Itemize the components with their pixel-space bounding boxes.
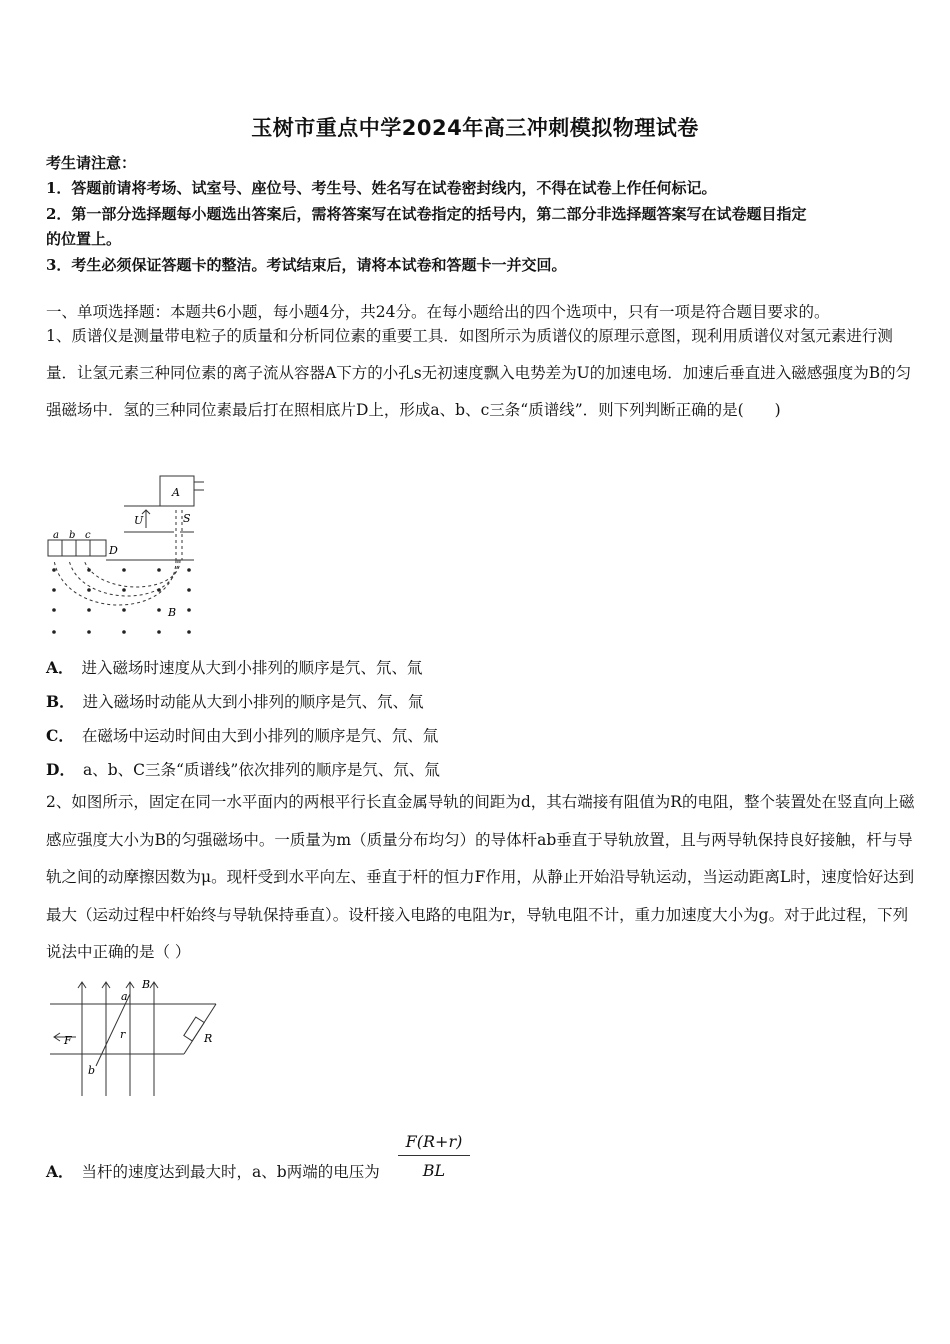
label-f: F — [64, 1034, 72, 1047]
option-text: a、b、C三条“质谱线”依次排列的顺序是氕、氘、氚 — [82, 761, 440, 779]
label-b-field: B — [168, 606, 177, 619]
option-label: C． — [46, 726, 74, 745]
option-text: 在磁场中运动时间由大到小排列的顺序是氕、氘、氚 — [81, 727, 439, 745]
page-title: 玉树市重点中学2024年高三冲刺模拟物理试卷 — [251, 116, 699, 140]
question-2-text: 2、如图所示，固定在同一水平面内的两根平行长直金属导轨的间距为d，其右端接有阻值为R的电阻，整个装置处在竖直向上磁感应强度大小为B的匀强磁场中。一质量为m（质量分布均匀）的导体杆ab垂直于导轨放置，且与两导轨保持良好接触，杆与导轨之间的动摩擦因数为μ。现杆受到水平向左、垂直于杆的恒力F作用，从静止开始沿导轨运动，当运动距离L时，速度恰好达到最大（运动过程中杆始终与导轨保持垂直）。设杆接入电路的电阻为r，导轨电阻不计，重力加速度大小为g。对于此过程，下列说法中正确的是（ ） — [46, 793, 915, 961]
q1-option-d — [46, 758, 440, 780]
label-a-container: A — [172, 486, 180, 499]
option-label: A． — [46, 658, 74, 677]
option-text: 当杆的速度达到最大时，a、b两端的电压为 — [81, 1163, 380, 1181]
q1-option-c — [46, 724, 438, 746]
notice-item: 3．考生必须保证答题卡的整洁。考试结束后，请将本试卷和答题卡一并交回。 — [46, 256, 567, 274]
section-heading: 一、单项选择题：本题共6小题，每小题4分，共24分。在每小题给出的四个选项中，只有一项是符合题目要求的。 — [46, 303, 830, 321]
label-c: c — [85, 530, 91, 541]
label-r-resistor: R — [204, 1032, 213, 1045]
option-text: 进入磁场时速度从大到小排列的顺序是氕、氘、氚 — [81, 659, 423, 677]
label-a: a — [53, 530, 59, 541]
label-r: r — [120, 1028, 126, 1041]
label-d: D — [109, 544, 118, 557]
label-b-field: B — [142, 978, 151, 991]
notice-item: 2．第一部分选择题每小题选出答案后，需将答案写在试卷指定的括号内，第二部分非选择题答案写在试卷题目指定 — [46, 205, 807, 223]
q1-option-a — [46, 656, 423, 678]
magnetic-field-dots — [52, 568, 191, 634]
label-u: U — [134, 514, 144, 527]
label-s: S — [183, 512, 191, 525]
rail-rod-figure — [46, 972, 226, 1100]
option-label: B． — [46, 692, 75, 711]
voltage-fraction — [398, 1132, 470, 1180]
notice-item: 1．答题前请将考场、试室号、座位号、考生号、姓名写在试卷密封线内，不得在试卷上作任何标记。 — [46, 179, 717, 197]
label-b: b — [88, 1064, 96, 1077]
mass-spectrometer-figure — [44, 470, 204, 642]
q2-option-a — [46, 1160, 380, 1182]
notice-heading: 考生请注意： — [46, 154, 137, 172]
option-text: 进入磁场时动能从大到小排列的顺序是氕、氘、氚 — [82, 693, 424, 711]
label-a: a — [121, 990, 128, 1003]
label-b: b — [69, 530, 76, 541]
q1-option-b — [46, 690, 424, 712]
option-label: A． — [46, 1162, 74, 1181]
fraction-numerator: F(R+r) — [398, 1132, 470, 1156]
option-label: D． — [46, 760, 75, 779]
question-1-text: 1、质谱仪是测量带电粒子的质量和分析同位素的重要工具．如图所示为质谱仪的原理示意图，现利用质谱仪对氢元素进行测量．让氢元素三种同位素的离子流从容器A下方的小孔s无初速度飘入电势差为U的加速电场．加速后垂直进入磁感强度为B的匀强磁场中．氢的三种同位素最后打在照相底片D上，形成a、b、c三条“质谱线”．则下列判断正确的是( ) — [46, 327, 912, 419]
fraction-denominator: BL — [422, 1161, 446, 1180]
notice-item: 的位置上。 — [46, 230, 122, 248]
